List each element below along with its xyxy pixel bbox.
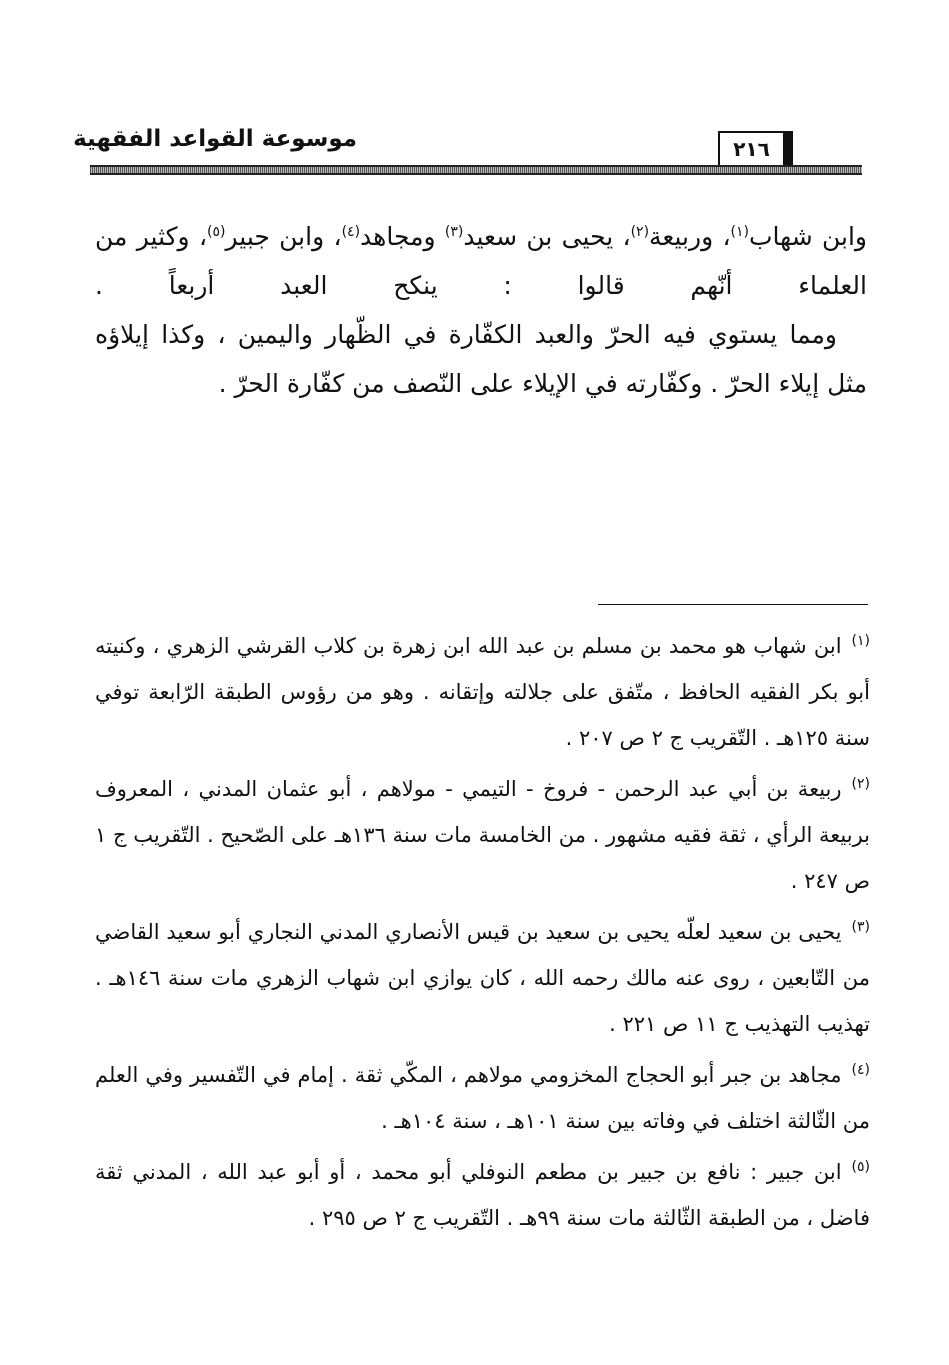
footnotes — [95, 618, 870, 1241]
header-rule — [90, 165, 862, 175]
footnote-5-marker: (٥) — [851, 1159, 870, 1175]
footnote-ref-2: (٢) — [630, 224, 650, 240]
paragraph-1-text-f: ، وكثير من العلماء أنّهم قالوا : ينكح العبد أربعاً . — [95, 222, 867, 300]
footnote-4-marker: (٤) — [851, 1062, 870, 1078]
paragraph-1 — [95, 212, 867, 310]
footnote-5-text: ابن جبير : نافع بن جبير بن مطعم النوفلي أبو محمد ، أو أبو عبد الله ، المدني ثقة فاضل ، من الطبقة الثّالثة مات سنة ٩٩هـ . التّقريب ج ٢ ص ٢٩٥ . — [95, 1160, 870, 1230]
footnote-3 — [95, 904, 870, 1047]
paragraph-1-text-c: ، يحيى بن سعيد — [463, 222, 631, 251]
footnote-4-text: مجاهد بن جبر أبو الحجاج المخزومي مولاهم ، المكّي ثقة . إمام في التّفسير وفي العلم من الثّالثة اختلف في وفاته بين سنة ١٠١هـ ، سنة ١٠٤هـ . — [95, 1063, 870, 1133]
footnote-3-marker: (٣) — [851, 919, 870, 935]
footnote-5 — [95, 1144, 870, 1241]
footnote-3-text: يحيى بن سعيد لعلّه يحيى بن سعيد بن قيس الأنصاري المدني النجاري أبو سعيد القاضي من التّابعين ، روى عنه مالك رحمه الله ، كان يوازي ابن شهاب الزهري مات سنة ١٤٦هـ . تهذيب التهذيب ج ١١ ص ٢٢١ . — [95, 920, 870, 1036]
paragraph-1-text-a: وابن شهاب — [749, 222, 867, 251]
paragraph-1-text-d: ومجاهد — [360, 222, 445, 251]
footnote-2-marker: (٢) — [851, 776, 870, 792]
footnote-1-text: ابن شهاب هو محمد بن مسلم بن عبد الله ابن زهرة بن كلاب القرشي الزهري ، وكنيته أبو بكر الفقيه الحافظ ، متّفق على جلالته وإتقانه . وهو من رؤوس الطبقة الرّابعة توفي سنة ١٢٥هـ . التّقريب ج ٢ ص ٢٠٧ . — [95, 634, 870, 750]
footnote-ref-3: (٣) — [444, 224, 464, 240]
footnote-2 — [95, 761, 870, 904]
main-text — [95, 212, 867, 408]
footnote-2-text: ربيعة بن أبي عبد الرحمن - فروخ - التيمي - مولاهم ، أبو عثمان المدني ، المعروف بربيعة الرأي ، ثقة فقيه مشهور . من الخامسة مات سنة ١٣٦هـ على الصّحيح . التّقريب ج ١ ص ٢٤٧ . — [95, 777, 870, 893]
page-number: ٢١٦ — [718, 131, 793, 165]
running-title: موسوعة القواعد الفقهية — [73, 126, 357, 152]
footnote-ref-5: (٥) — [207, 224, 226, 240]
footnote-separator — [598, 604, 868, 605]
footnote-4 — [95, 1047, 870, 1144]
footnote-1 — [95, 618, 870, 761]
footnote-1-marker: (١) — [851, 633, 870, 649]
paragraph-2: ومما يستوي فيه الحرّ والعبد الكفّارة في الظّهار واليمين ، وكذا إيلاؤه مثل إيلاء الحرّ . وكفّارته في الإيلاء على النّصف من كفّارة الحرّ . — [95, 320, 867, 398]
paragraph-1-text-e: ، وابن جبير — [225, 222, 342, 251]
paragraph-1-text-b: ، وربيعة — [649, 222, 731, 251]
footnote-ref-1: (١) — [730, 224, 750, 240]
footnote-ref-4: (٤) — [341, 224, 361, 240]
